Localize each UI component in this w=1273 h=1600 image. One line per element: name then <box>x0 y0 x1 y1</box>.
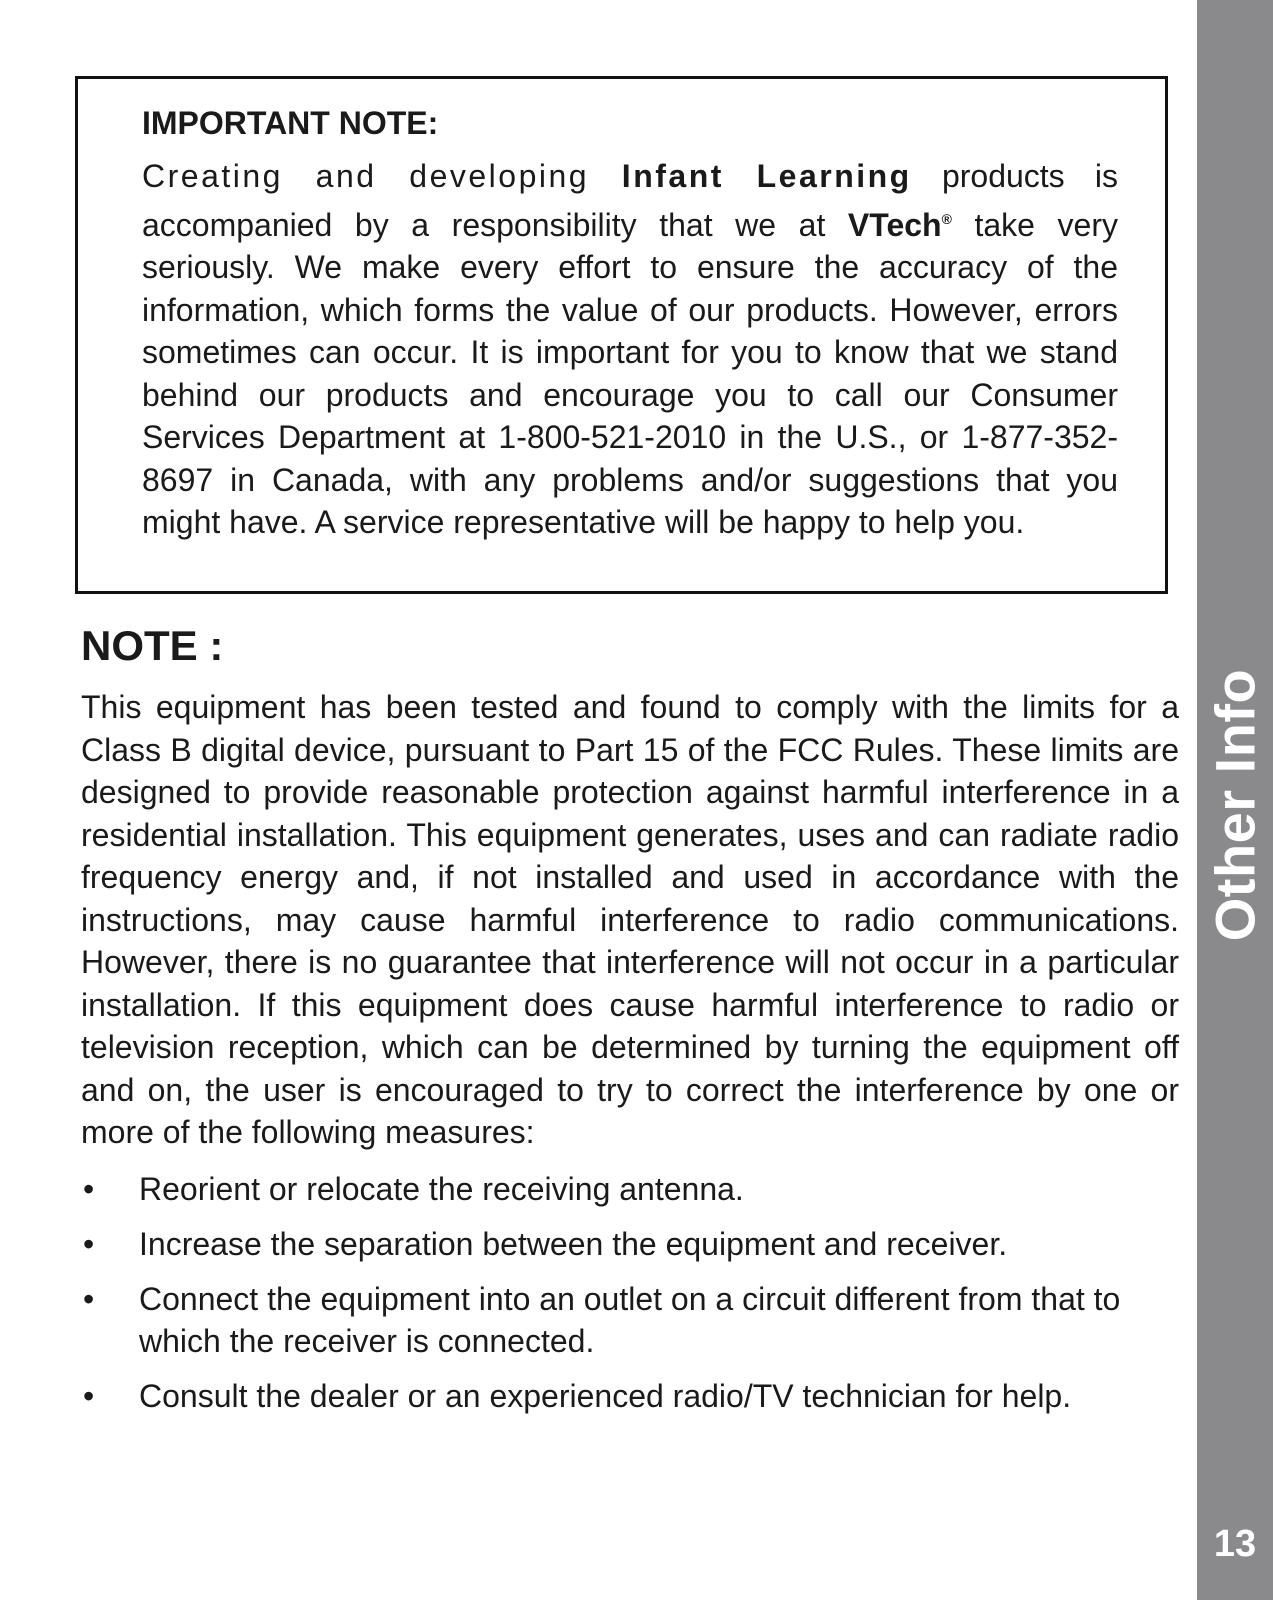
bullet-icon: • <box>83 1171 95 1207</box>
important-note-body-pre: Creating and developing <box>142 158 622 194</box>
measure-text: Increase the separation between the equipment and receiver. <box>139 1226 1008 1262</box>
fcc-note-heading: NOTE : <box>81 622 224 669</box>
measures-list <box>81 1168 1179 1430</box>
registered-mark: ® <box>941 210 952 227</box>
section-tab-label: Other Info <box>1203 668 1267 942</box>
measure-text: Connect the equipment into an outlet on a circuit different from that to which the receiver is connected. <box>139 1281 1121 1359</box>
page-number: 13 <box>1213 1523 1257 1565</box>
list-item <box>81 1375 1179 1417</box>
important-note-box <box>75 76 1168 594</box>
important-note-body-post: take very seriously. We make every effort to ensure the accuracy of the information, which forms the value of our products. However, errors sometimes can occur. It is important for you to know that we stand behind our products and encourage you to call our Consumer Services Department at 1-800-521-2010 in the U.S., or 1-877-352-8697 in Canada, with any problems and/or suggestions that you might have. A service representative will be happy to help you. <box>142 206 1118 540</box>
brand-name: VTech <box>847 206 942 243</box>
list-item <box>81 1223 1179 1265</box>
product-line-name: Infant Learning <box>621 158 912 194</box>
important-note-body <box>142 155 1118 544</box>
list-item <box>81 1168 1179 1210</box>
bullet-icon: • <box>83 1378 95 1414</box>
important-note-body-mid: products is accompanied by a responsibility that we at <box>142 158 1119 243</box>
list-item <box>81 1278 1179 1362</box>
measure-text: Reorient or relocate the receiving antenna. <box>139 1171 744 1207</box>
important-note-title: IMPORTANT NOTE: <box>142 105 439 141</box>
measure-text: Consult the dealer or an experienced radio/TV technician for help. <box>139 1378 1072 1414</box>
bullet-icon: • <box>83 1226 95 1262</box>
fcc-note-body: This equipment has been tested and found to comply with the limits for a Class B digital device, pursuant to Part 15 of the FCC Rules. These limits are designed to provide reasonable protection against harmful interference in a residential installation. This equipment generates, uses and can radiate radio frequency energy and, if not installed and used in accordance with the instructions, may cause harmful interference to radio communications. However, there is no guarantee that interference will not occur in a particular installation. If this equipment does cause harmful interference to radio or television reception, which can be determined by turning the equipment off and on, the user is encouraged to try to correct the interference by one or more of the following measures: <box>81 689 1179 1150</box>
bullet-icon: • <box>83 1281 95 1317</box>
